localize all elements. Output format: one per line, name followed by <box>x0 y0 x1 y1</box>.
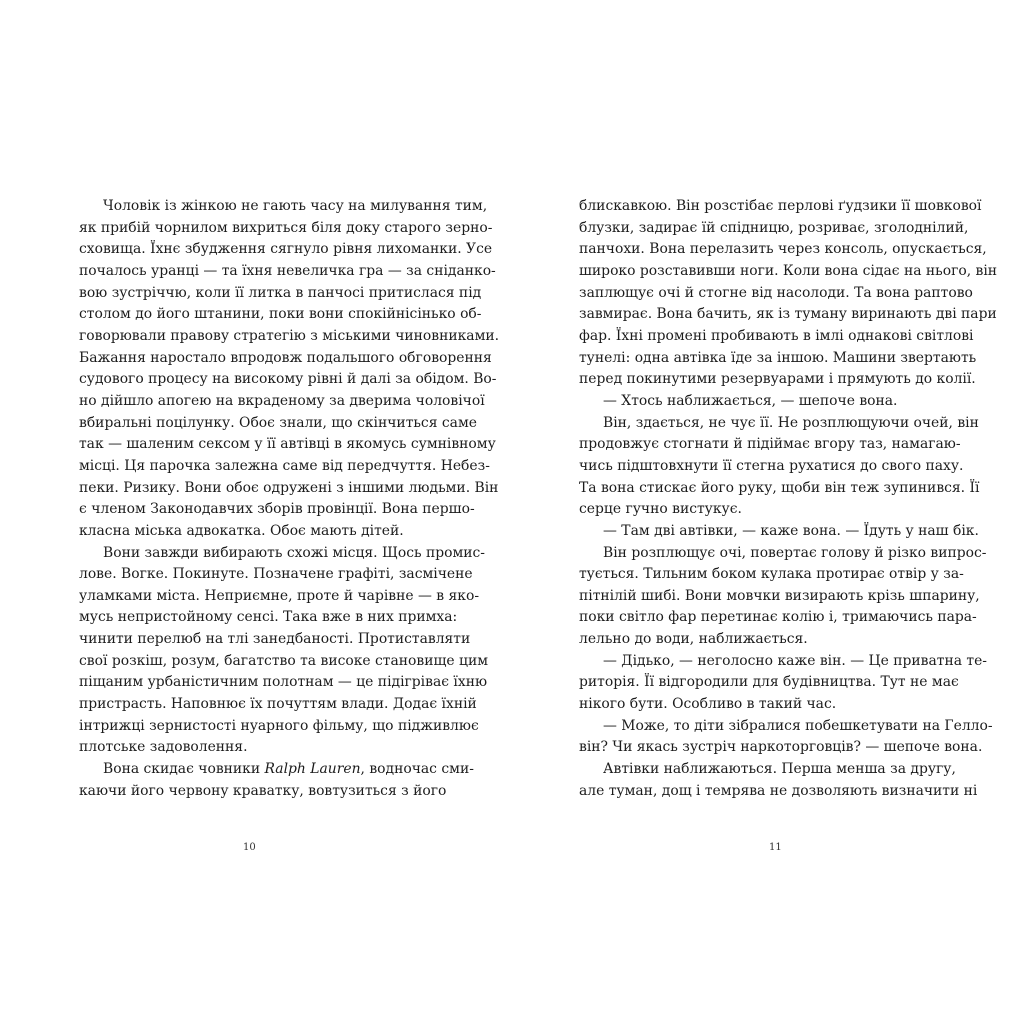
text-line: нікого бути. Особливо в такий час. <box>579 696 837 713</box>
text-line: Бажання наростало впродовж подальшого обговорення <box>79 349 492 366</box>
text-line: як прибій чорнилом вихриться біля доку старого зерно- <box>79 219 493 236</box>
text-line: вою зустріччю, коли її литка в панчосі притислася під <box>79 284 482 301</box>
text-line: чинити перелюб на тлі занедбаності. Протиставляти <box>79 631 471 648</box>
brand-name: Ralph Lauren <box>264 761 361 778</box>
text-line: лове. Вогке. Покинуте. Позначене графіті, засмічене <box>79 566 473 583</box>
page-number: 10 <box>243 842 256 853</box>
text-line: місці. Ця парочка залежна саме від передчуття. Небез- <box>79 457 490 474</box>
text-line: мусь непристойному сенсі. Така вже в них примха: <box>79 609 458 626</box>
text-line: пристрасть. Наповнює їх почуттям влади. Додає їхній <box>79 696 477 713</box>
text-line: — Дідько, — неголосно каже він. — Це приватна те- <box>603 652 987 669</box>
text-line: лельно до води, наближається. <box>579 631 808 648</box>
text-line: так — шаленим сексом у її автівці в якомусь сумнівному <box>79 436 496 453</box>
text-line: піщаним урбаністичним полотнам — це підігріває їхню <box>79 674 488 691</box>
text-line: Він, здається, не чує її. Не розплющуючи очей, він <box>603 414 979 431</box>
text-line: — Там дві автівки, — каже вона. — Їдуть у наш бік. <box>603 522 979 539</box>
text-line: почалось уранці — та їхня невеличка гра — за сніданко- <box>79 262 496 279</box>
text-line: завмирає. Вона бачить, як із туману виринають дві пари <box>579 306 997 323</box>
text-line: Він розплющує очі, повертає голову й різко випрос- <box>603 544 987 561</box>
text-line: сховища. Їхнє збудження сягнуло рівня лихоманки. Усе <box>79 241 493 258</box>
text-line: свої розкіш, розум, багатство та високе становище цим <box>79 652 489 669</box>
text-line: пітнілій шибі. Вони мовчки визирають крізь шпарину, <box>579 587 980 604</box>
text-line: плотське задоволення. <box>79 739 248 756</box>
text-line: чись підштовхнути її стегна рухатися до свого паху. <box>579 457 964 474</box>
text-line: блузки, задирає їй спідницю, розриває, зголоднілий, <box>579 219 969 236</box>
text-line: но дійшло апогею на вкраденому за дверима чоловічої <box>79 392 485 409</box>
text-line: тунелі: одна автівка їде за іншою. Машини звертають <box>579 349 977 366</box>
text-line: Та вона стискає його руку, щоби він теж зупинився. Її <box>579 479 980 496</box>
text-line: судового процесу на високому рівні й далі за обідом. Во- <box>79 371 497 388</box>
text-line: блискавкою. Він розстібає перлові ґудзики її шовкової <box>579 198 982 214</box>
text-line: риторія. Її відгородили для будівництва. Тут не має <box>579 674 959 691</box>
text-line: фар. Їхні промені пробивають в імлі однакові світлові <box>579 327 974 344</box>
text-line: Вони завжди вибирають схожі місця. Щось промис- <box>103 544 485 561</box>
text-line: панчохи. Вона перелазить через консоль, опускається, <box>579 241 987 258</box>
text-line: каючи його червону краватку, вовтузиться з його <box>79 782 447 799</box>
left-page <box>79 196 500 802</box>
text-line: але туман, дощ і темрява не дозволяють визначити ні <box>579 782 978 799</box>
text-line: говорювали правову стратегію з міськими чиновниками. <box>79 327 500 344</box>
text-fragment: , водночас сми- <box>360 761 474 778</box>
text-line: тується. Тильним боком кулака протирає отвір у за- <box>579 566 964 583</box>
text-line: перед покинутими резервуарами і прямують до колії. <box>579 371 976 388</box>
text-line: заплющує очі й стогне від насолоди. Та вона раптово <box>579 284 973 301</box>
text-line: уламками міста. Неприємне, проте й чарівне — в яко- <box>79 587 480 604</box>
text-line: продовжує стогнати й підіймає вгору таз, намагаю- <box>579 436 961 453</box>
text-line: серце гучно вистукує. <box>579 501 742 518</box>
right-page <box>579 196 998 802</box>
text-line: вбиральні поцілунку. Обоє знали, що скінчиться саме <box>79 414 477 431</box>
text-line: класна міська адвокатка. Обоє мають дітей. <box>79 522 404 539</box>
text-line: є членом Законодавчих зборів провінції. Вона першо- <box>79 501 475 518</box>
page-number: 11 <box>769 842 782 853</box>
text-line: — Може, то діти зібралися побешкетувати на Гелло- <box>603 717 993 734</box>
text-line: столом до його штанини, поки вони спокійнісінько об- <box>79 306 482 323</box>
text-fragment: Вона скидає човники <box>103 761 265 778</box>
text-line <box>79 759 474 781</box>
text-line: Чоловік із жінкою не гають часу на милування тим, <box>103 198 488 214</box>
text-line: — Хтось наближається, — шепоче вона. <box>603 392 898 409</box>
text-line: Автівки наближаються. Перша менша за другу, <box>603 761 956 778</box>
text-line: пеки. Ризику. Вони обоє одружені з іншими людьми. Він <box>79 479 499 496</box>
text-line: він? Чи якась зустріч наркоторговців? — шепоче вона. <box>579 739 983 756</box>
text-line: широко розставивши ноги. Коли вона сідає на нього, він <box>579 262 998 279</box>
text-line: інтрижці зернистості нуарного фільму, що підживлює <box>79 717 479 734</box>
text-line: поки світло фар перетинає колію і, тримаючись пара- <box>579 609 977 626</box>
